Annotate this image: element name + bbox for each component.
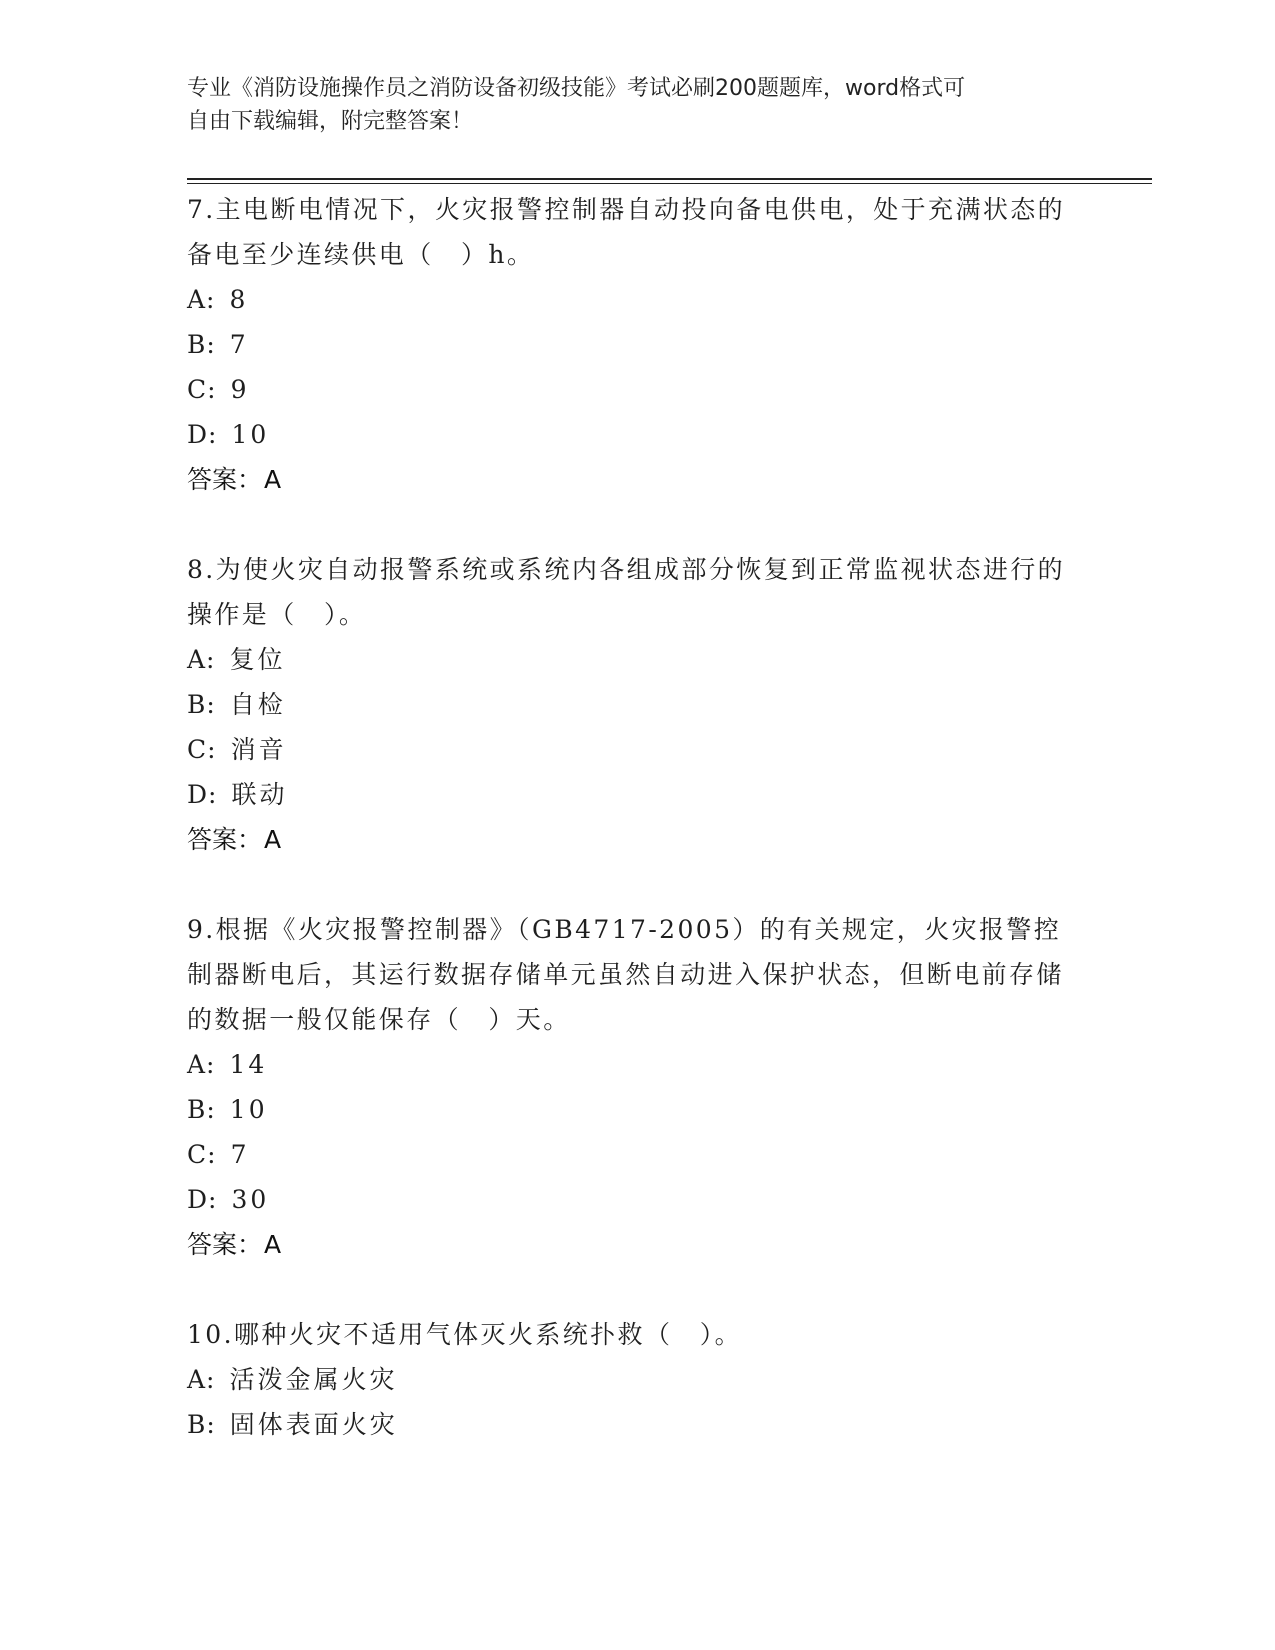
question-9 [187,907,1087,1267]
option-d [187,412,1087,457]
answer-line [187,817,1087,862]
option-c [187,727,1087,772]
question-text: 10.哪种火灾不适用气体灭火系统扑救（ ）。 [187,1320,743,1349]
option-value: 消音 [230,735,287,764]
question-text: 8.为使火灾自动报警系统或系统内各组成部分恢复到正常监视状态进行的操作是（ ）。 [187,555,1066,629]
header-divider-thick [187,178,1152,180]
option-letter: B: [187,1095,216,1124]
question-8 [187,547,1087,862]
option-b [187,322,1087,367]
question-10 [187,1312,1087,1447]
answer-label: 答案： [187,1230,263,1259]
option-letter: A: [187,1050,216,1079]
option-letter: B: [187,690,216,719]
option-c [187,367,1087,412]
option-value: 30 [231,1185,270,1214]
option-value: 固体表面火灾 [229,1410,398,1439]
answer-line [187,457,1087,502]
option-a [187,1357,1087,1402]
option-letter: D: [187,780,218,809]
option-b [187,1087,1087,1132]
option-letter: A: [187,645,216,674]
answer-value: A [264,465,282,494]
answer-value: A [264,1230,282,1259]
answer-line [187,1222,1087,1267]
question-text: 7.主电断电情况下，火灾报警控制器自动投向备电供电，处于充满状态的备电至少连续供电（ ）h。 [187,195,1066,269]
option-value: 8 [229,285,249,314]
option-letter: D: [187,1185,218,1214]
option-value: 9 [230,375,250,404]
answer-value: A [264,825,282,854]
document-header [187,72,1067,138]
option-value: 14 [229,1050,268,1079]
option-d [187,1177,1087,1222]
option-a [187,277,1087,322]
option-value: 联动 [231,780,288,809]
option-letter: C: [187,735,217,764]
option-d [187,772,1087,817]
option-value: 10 [229,1095,268,1124]
option-value: 7 [230,1140,250,1169]
question-text: 9.根据《火灾报警控制器》（GB4717-2005）的有关规定，火灾报警控制器断电后，其运行数据存储单元虽然自动进入保护状态，但断电前存储的数据一般仅能保存（ ）天。 [187,915,1064,1034]
option-value: 10 [231,420,270,449]
option-letter: B: [187,330,216,359]
option-letter: A: [187,285,216,314]
option-a [187,1042,1087,1087]
option-letter: B: [187,1410,216,1439]
option-value: 7 [229,330,249,359]
header-divider-thin [187,183,1152,184]
option-letter: A: [187,1365,216,1394]
header-line-1: 专业《消防设施操作员之消防设备初级技能》考试必刷200题题库，word格式可 [187,76,966,101]
header-line-2: 自由下载编辑，附完整答案！ [187,109,474,134]
option-value: 复位 [229,645,286,674]
answer-label: 答案： [187,465,263,494]
option-letter: D: [187,420,218,449]
option-a [187,637,1087,682]
option-letter: C: [187,1140,217,1169]
option-letter: C: [187,375,217,404]
answer-label: 答案： [187,825,263,854]
option-b [187,682,1087,727]
question-7 [187,187,1087,502]
option-c [187,1132,1087,1177]
option-b [187,1402,1087,1447]
option-value: 活泼金属火灾 [229,1365,398,1394]
option-value: 自检 [229,690,286,719]
